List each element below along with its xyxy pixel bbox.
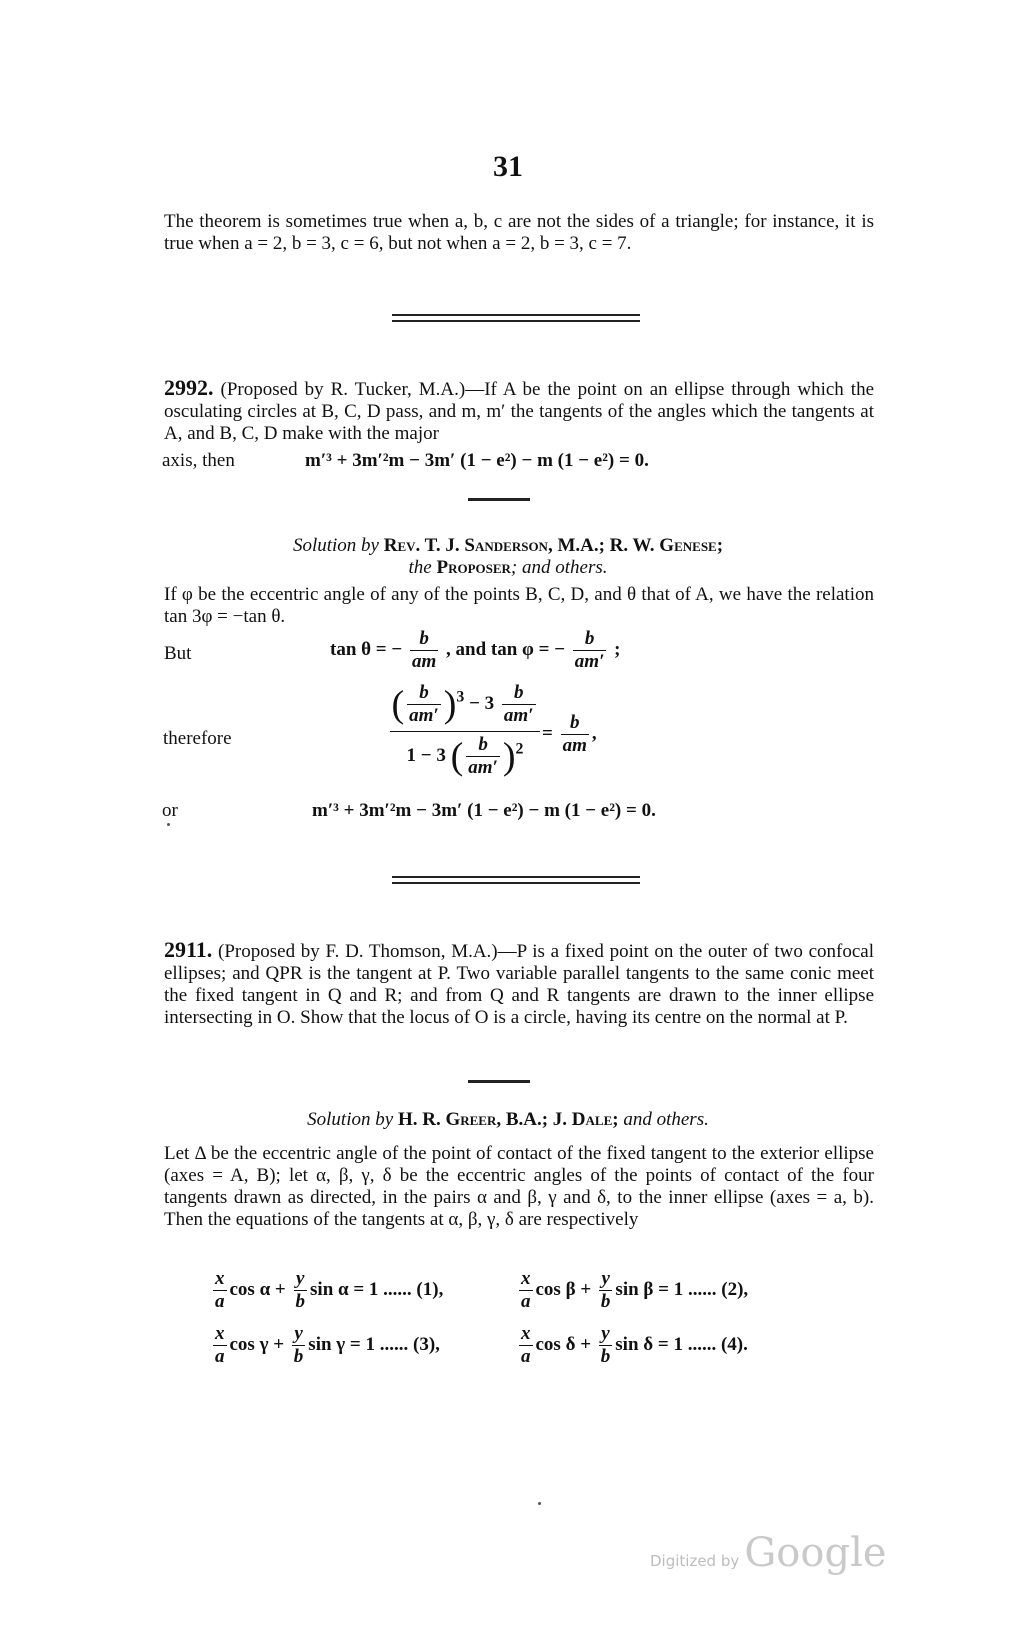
fraction: $\frac{b}{am'}$ bbox=[574, 628, 605, 672]
solution-header-line2 bbox=[0, 557, 1016, 579]
problem-text: (Proposed by F. D. Thomson, M.A.)—P is a fixed point on the outer of two confocal ellipses; and QPR is the tangent at P. Two variable parallel tangents to the same conic meet the fixed tangent in Q and R; and from Q and R tangents are drawn to the inner ellipse intersecting in O. Show that the locus of O is a circle, having its centre on the normal at P. bbox=[164, 941, 874, 1028]
section-divider bbox=[392, 314, 640, 322]
section-divider bbox=[392, 876, 640, 884]
problem-text: (Proposed by R. Tucker, M.A.)—If A be the point on an ellipse through which the osculating circles at B, C, D pass, and m, m′ the tangents of the angles which the tangents at A, and B, C, D make with the major bbox=[164, 379, 875, 444]
intro-paragraph: The theorem is sometimes true when a, b, c are not the sides of a triangle; for instance, it is true when a = 2, b = 3, c = 6, but not when a = 2, b = 3, c = 7. bbox=[164, 211, 874, 254]
solution-header bbox=[0, 1109, 1016, 1131]
problem-2992 bbox=[164, 377, 874, 445]
solution-paragraph: Let Δ be the eccentric angle of the point of contact of the fixed tangent to the exterior ellipse (axes = A, B); let α, β, γ, δ be the eccentric angles of the points of contact of the four tangents drawn as directed, in the pairs α and β, γ and δ, to the inner ellipse (axes = a, b). Then the equations of the tangents at α, β, γ, δ are respectively bbox=[164, 1143, 874, 1230]
solvers: H. R. Greer, B.A.; J. Dale; bbox=[397, 1109, 619, 1130]
problem-equation: m′³ + 3m′²m − 3m′ (1 − e²) − m (1 − e²) = 0. bbox=[305, 450, 649, 471]
but-eq-end: ; bbox=[614, 638, 621, 660]
proposer-label: Proposer bbox=[436, 557, 511, 578]
problem-number: 2911. bbox=[164, 937, 213, 962]
solution-by-label: Solution by bbox=[292, 535, 379, 556]
speck bbox=[538, 1502, 541, 1505]
short-divider bbox=[468, 1080, 530, 1083]
therefore-rhs: = $\frac{b}{am}$ , bbox=[542, 712, 597, 756]
google-watermark bbox=[650, 1530, 887, 1576]
fraction: $\frac{b}{am}$ bbox=[562, 712, 587, 756]
solution-paragraph: If φ be the eccentric angle of any of the points B, C, D, and θ that of A, we have the relation tan 3φ = −tan θ. bbox=[164, 584, 874, 627]
but-label: But bbox=[164, 643, 192, 664]
but-eq-left: tan θ = − bbox=[330, 638, 403, 660]
big-fraction: ( $\frac{b}{am'}$ )$^3$ − 3 $\frac{b}{am'}$ 1 − 3 ( $\frac{b}{am'}$ )$^2$ bbox=[390, 682, 540, 779]
problem-number: 2992. bbox=[164, 375, 214, 400]
solvers: Rev. T. J. Sanderson, M.A.; R. W. Genese; bbox=[383, 535, 724, 556]
short-divider bbox=[468, 498, 530, 501]
but-equation bbox=[330, 628, 621, 673]
problem-2911 bbox=[164, 939, 874, 1029]
others-label: ; and others. bbox=[510, 557, 608, 578]
axis-then-label: axis, then bbox=[162, 450, 235, 471]
tangent-equation-3: $\frac{x}{a}$ cos γ + $\frac{y}{b}$ sin γ = 1 ...... (3), bbox=[215, 1323, 440, 1367]
tangent-equation-2: $\frac{x}{a}$ cos β + $\frac{y}{b}$ sin β = 1 ...... (2), bbox=[521, 1268, 749, 1312]
or-label: or bbox=[162, 800, 178, 821]
others-label: and others. bbox=[623, 1109, 709, 1130]
or-equation: m′³ + 3m′²m − 3m′ (1 − e²) − m (1 − e²) = 0. bbox=[312, 800, 656, 821]
tangent-equation-4: $\frac{x}{a}$ cos δ + $\frac{y}{b}$ sin δ = 1 ...... (4). bbox=[521, 1323, 748, 1367]
solution-header bbox=[0, 535, 1016, 557]
but-eq-and: , and tan φ = − bbox=[446, 638, 566, 660]
therefore-label: therefore bbox=[163, 728, 232, 749]
digitized-by-text: Digitized by bbox=[650, 1552, 740, 1570]
fraction: $\frac{b}{am}$ bbox=[411, 628, 437, 672]
solution-by-label: Solution by bbox=[307, 1109, 394, 1130]
google-logo: Google bbox=[744, 1530, 887, 1576]
the-label: the bbox=[408, 557, 432, 578]
tangent-equation-1: $\frac{x}{a}$ cos α + $\frac{y}{b}$ sin α = 1 ...... (1), bbox=[215, 1268, 444, 1312]
speck bbox=[167, 823, 170, 826]
page-number: 31 bbox=[493, 150, 523, 183]
